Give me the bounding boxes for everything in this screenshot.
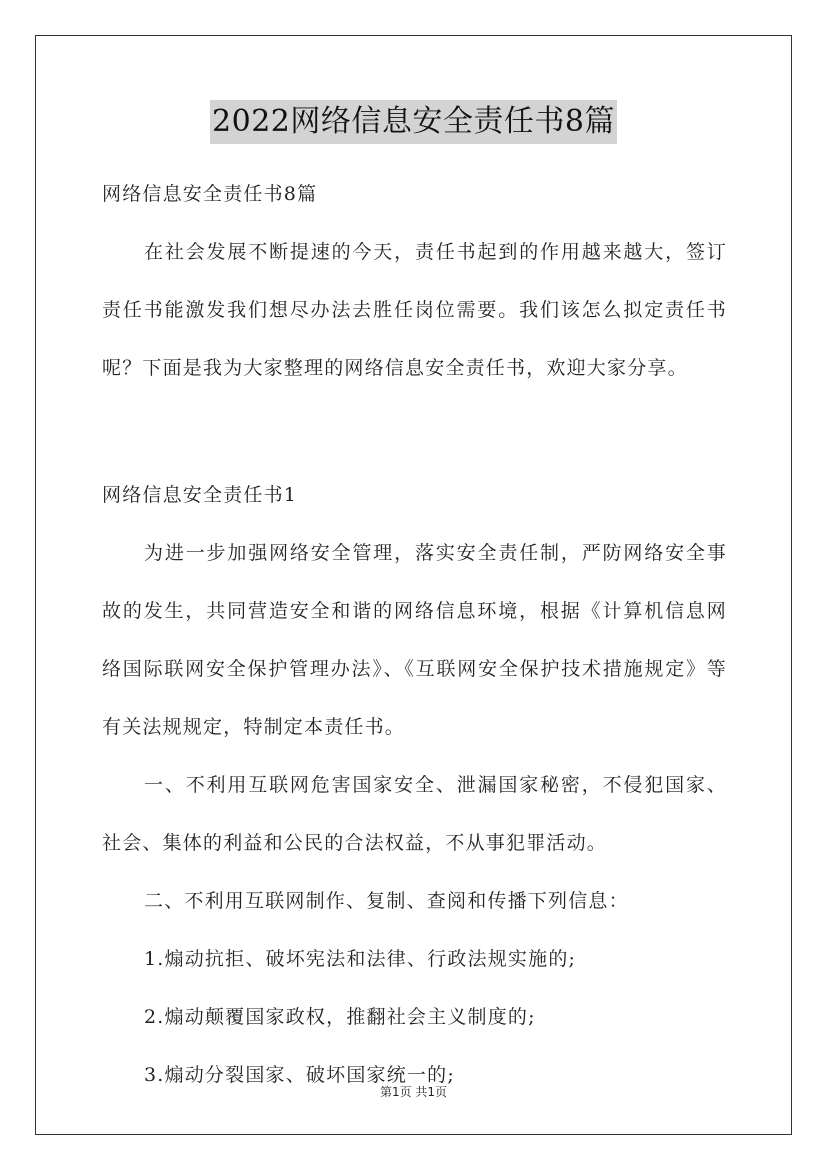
list-item-2: 2.煽动颠覆国家政权，推翻社会主义制度的; bbox=[144, 1006, 536, 1028]
title-container bbox=[0, 100, 827, 144]
section-1-para-1-line-4: 有关法规规定，特制定本责任书。 bbox=[102, 716, 406, 738]
section-1-para-1-line-3: 络国际联网安全保护管理办法》、《互联网安全保护技术措施规定》等 bbox=[102, 658, 727, 680]
section-1-para-1-line-2: 故的发生，共同营造安全和谐的网络信息环境，根据《计算机信息网 bbox=[102, 600, 727, 622]
intro-line-1: 在社会发展不断提速的今天，责任书起到的作用越来越大，签订 bbox=[144, 241, 727, 263]
intro-line-3: 呢？下面是我为大家整理的网络信息安全责任书，欢迎大家分享。 bbox=[102, 357, 688, 379]
section-1-para-2-line-2: 社会、集体的利益和公民的合法权益，不从事犯罪活动。 bbox=[102, 832, 608, 854]
list-item-3: 3.煽动分裂国家、破坏国家统一的; bbox=[144, 1064, 455, 1086]
section-1-heading: 网络信息安全责任书1 bbox=[102, 484, 298, 506]
document-body bbox=[102, 175, 727, 1094]
section-1-para-2-line-1: 一、不利用互联网危害国家安全、泄漏国家秘密，不侵犯国家、 bbox=[144, 774, 727, 796]
page-footer: 第1页 共1页 bbox=[379, 1085, 448, 1099]
intro-line-2: 责任书能激发我们想尽办法去胜任岗位需要。我们该怎么拟定责任书 bbox=[102, 299, 727, 321]
document-title: 2022网络信息安全责任书8篇 bbox=[210, 100, 617, 144]
section-1-para-1-line-1: 为进一步加强网络安全管理，落实安全责任制，严防网络安全事 bbox=[144, 542, 727, 564]
section-1-para-3: 二、不利用互联网制作、复制、查阅和传播下列信息： bbox=[144, 890, 629, 912]
list-item-1: 1.煽动抗拒、破坏宪法和法律、行政法规实施的; bbox=[144, 948, 577, 970]
document-subtitle: 网络信息安全责任书8篇 bbox=[102, 183, 318, 205]
